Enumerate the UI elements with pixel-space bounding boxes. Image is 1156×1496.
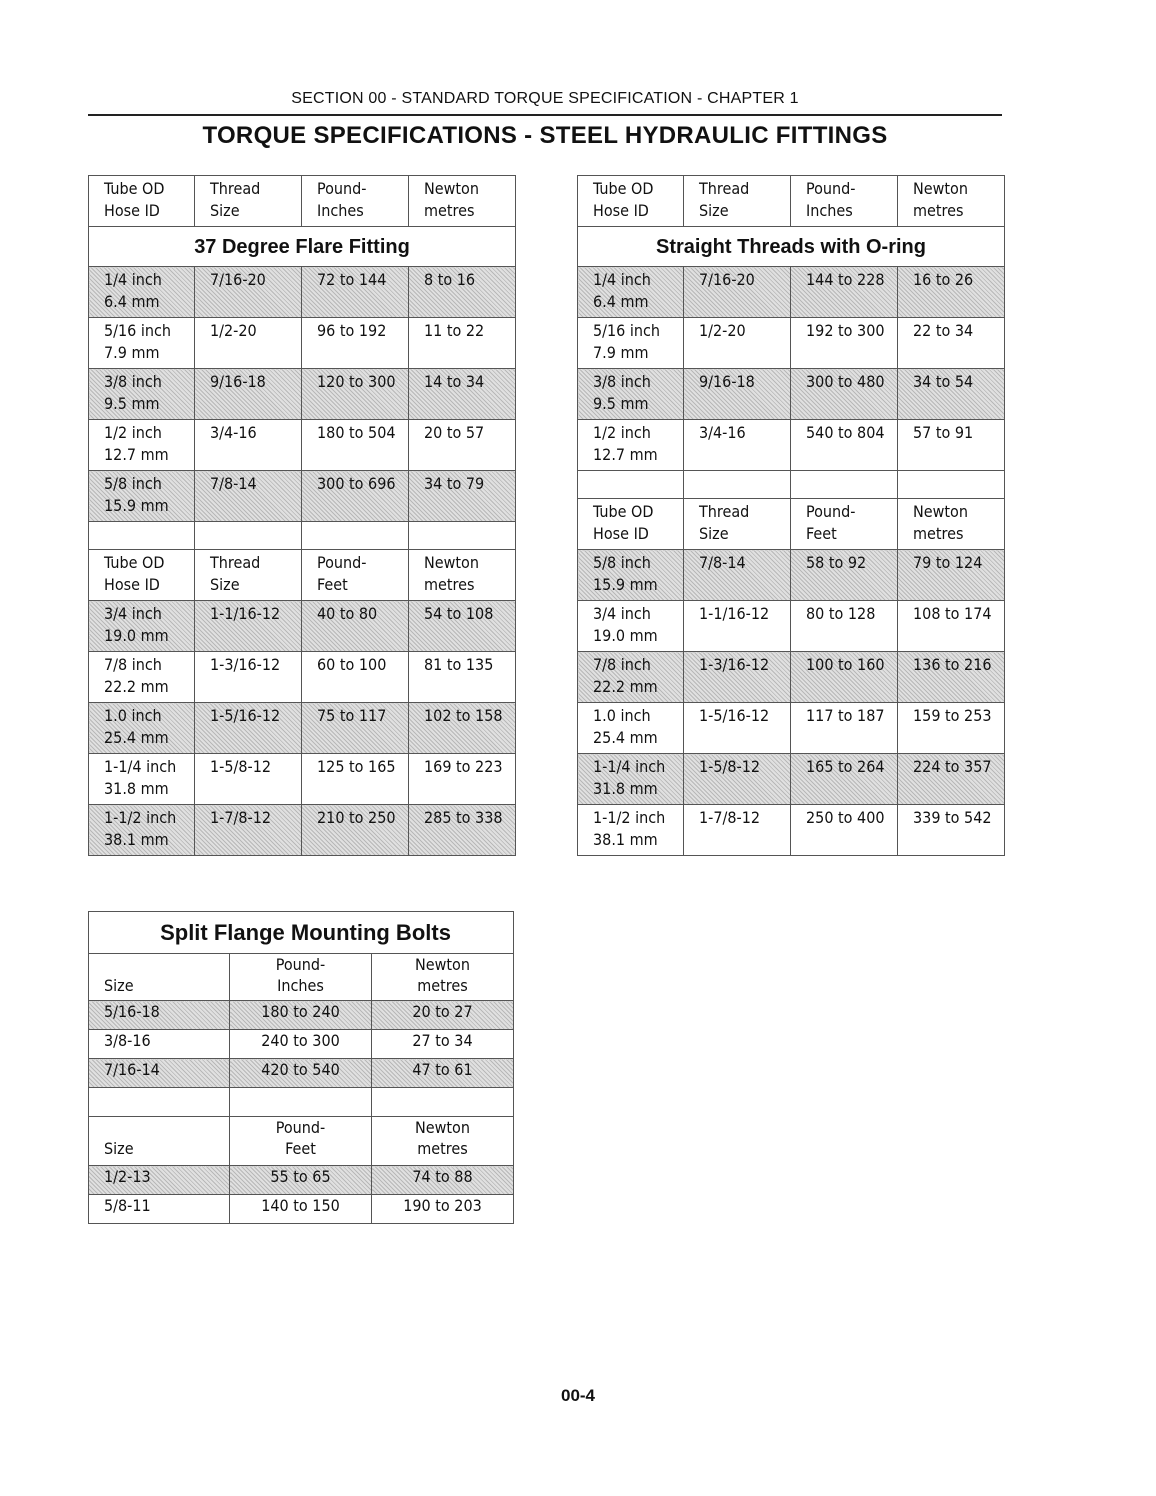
table-cell: 210 to 250 [302,805,409,856]
table-cell: 22 to 34 [898,318,1005,369]
table-cell: 14 to 34 [409,369,516,420]
table-section-title: Straight Threads with O-ring [578,227,1005,267]
header-cell: Pound- Inches [791,176,898,227]
table-cell: 7/16-20 [195,267,302,318]
table-cell: 5/16 inch 7.9 mm [89,318,195,369]
table-row [89,1059,514,1088]
table-cell: 120 to 300 [302,369,409,420]
table-cell: 1/4 inch 6.4 mm [578,267,684,318]
table-cell: 190 to 203 [372,1195,514,1224]
table-cell: 5/16 inch 7.9 mm [578,318,684,369]
table-cell: 1/4 inch 6.4 mm [89,267,195,318]
table-row [89,805,516,856]
table-cell: 40 to 80 [302,601,409,652]
table-cell: 20 to 27 [372,1001,514,1030]
table-cell: 1-1/16-12 [684,601,791,652]
table-row [89,420,516,471]
table-cell: 3/4-16 [684,420,791,471]
table-cell: 159 to 253 [898,703,1005,754]
table-cell: 140 to 150 [230,1195,372,1224]
header-cell: Thread Size [195,550,302,601]
table-cell: 250 to 400 [791,805,898,856]
table-cell: 300 to 696 [302,471,409,522]
table-cell: 3/8 inch 9.5 mm [578,369,684,420]
table-row [89,601,516,652]
table-cell: 180 to 240 [230,1001,372,1030]
spacer-row [89,522,516,550]
section-header: SECTION 00 - STANDARD TORQUE SPECIFICATION - CHAPTER 1 [291,90,799,107]
table-cell: 180 to 504 [302,420,409,471]
table-header-row [89,550,516,601]
table-cell: 1-5/16-12 [195,703,302,754]
header-cell: Pound- Inches [302,176,409,227]
header-cell: Thread Size [684,499,791,550]
table-cell: 7/16-20 [684,267,791,318]
table-header-row [578,499,1005,550]
table-cell: 27 to 34 [372,1030,514,1059]
header-cell: Thread Size [195,176,302,227]
table-cell: 540 to 804 [791,420,898,471]
table-cell: 224 to 357 [898,754,1005,805]
table-cell: 165 to 264 [791,754,898,805]
page-number: 00-4 [560,1386,596,1405]
table-cell: 1/2 inch 12.7 mm [89,420,195,471]
table-cell: 1-1/2 inch 38.1 mm [578,805,684,856]
table-cell: 420 to 540 [230,1059,372,1088]
table-cell: 74 to 88 [372,1166,514,1195]
table-cell: 80 to 128 [791,601,898,652]
table-cell: 1/2-20 [684,318,791,369]
table-cell: 1-1/4 inch 31.8 mm [89,754,195,805]
table-row [89,1001,514,1030]
table-cell: 34 to 54 [898,369,1005,420]
table-cell: 81 to 135 [409,652,516,703]
table-row [89,1030,514,1059]
table-cell: 3/8-16 [89,1030,230,1059]
header-cell: Newton metres [409,550,516,601]
table-cell: 1-5/8-12 [195,754,302,805]
table-cell: 7/8 inch 22.2 mm [89,652,195,703]
header-cell: Pound- Feet [302,550,409,601]
table-cell: 3/4-16 [195,420,302,471]
table-cell: 20 to 57 [409,420,516,471]
header-cell: Tube OD Hose ID [89,176,195,227]
header-cell: Pound- Inches [230,954,372,1001]
table-cell: 102 to 158 [409,703,516,754]
header-cell: Tube OD Hose ID [578,176,684,227]
table-cell: 1.0 inch 25.4 mm [89,703,195,754]
table-cell: 1-1/2 inch 38.1 mm [89,805,195,856]
table-row [578,703,1005,754]
table-cell: 55 to 65 [230,1166,372,1195]
table-cell: 47 to 61 [372,1059,514,1088]
table-cell: 300 to 480 [791,369,898,420]
table-row [89,267,516,318]
header-cell: Thread Size [684,176,791,227]
table-row [89,1166,514,1195]
table-cell: 9/16-18 [195,369,302,420]
table-cell: 136 to 216 [898,652,1005,703]
table-cell: 5/16-18 [89,1001,230,1030]
table-row [578,601,1005,652]
table-cell: 3/4 inch 19.0 mm [578,601,684,652]
table-cell: 58 to 92 [791,550,898,601]
table-cell: 240 to 300 [230,1030,372,1059]
header-cell: Newton metres [409,176,516,227]
table-section-title: Split Flange Mounting Bolts [89,912,514,954]
table-row [578,652,1005,703]
table-cell: 192 to 300 [791,318,898,369]
table-cell: 1/2-20 [195,318,302,369]
table-cell: 60 to 100 [302,652,409,703]
table-cell: 1-7/8-12 [684,805,791,856]
table-cell: 1-3/16-12 [195,652,302,703]
table-cell: 75 to 117 [302,703,409,754]
table-row [578,420,1005,471]
table-section-title: 37 Degree Flare Fitting [89,227,516,267]
table-cell: 79 to 124 [898,550,1005,601]
table-cell: 1/2 inch 12.7 mm [578,420,684,471]
table-cell: 5/8 inch 15.9 mm [89,471,195,522]
table-cell: 1-7/8-12 [195,805,302,856]
table-cell: 144 to 228 [791,267,898,318]
table-cell: 72 to 144 [302,267,409,318]
page-title: TORQUE SPECIFICATIONS - STEEL HYDRAULIC FITTINGS [202,122,888,149]
header-cell: Newton metres [372,1117,514,1166]
table-cell: 169 to 223 [409,754,516,805]
table-cell: 34 to 79 [409,471,516,522]
table-row [89,471,516,522]
table-cell: 16 to 26 [898,267,1005,318]
table-cell: 285 to 338 [409,805,516,856]
header-cell: Pound- Feet [230,1117,372,1166]
table-row [578,754,1005,805]
table-header-row [89,1117,514,1166]
oring-fitting-table [577,175,1005,856]
table-cell: 3/4 inch 19.0 mm [89,601,195,652]
header-cell: Newton metres [372,954,514,1001]
table-row [578,805,1005,856]
table-cell: 1-5/16-12 [684,703,791,754]
table-cell: 96 to 192 [302,318,409,369]
header-cell: Pound- Feet [791,499,898,550]
header-cell: Size [89,954,230,1001]
table-cell: 1/2-13 [89,1166,230,1195]
table-header-row [89,176,516,227]
table-row [89,369,516,420]
header-cell: Newton metres [898,499,1005,550]
table-cell: 54 to 108 [409,601,516,652]
table-row [578,369,1005,420]
table-cell: 117 to 187 [791,703,898,754]
table-row [89,1195,514,1224]
table-row [89,318,516,369]
table-cell: 108 to 174 [898,601,1005,652]
table-cell: 125 to 165 [302,754,409,805]
header-rule [88,114,1002,116]
table-cell: 3/8 inch 9.5 mm [89,369,195,420]
table-header-row [89,954,514,1001]
header-cell: Tube OD Hose ID [578,499,684,550]
table-cell: 8 to 16 [409,267,516,318]
header-cell: Newton metres [898,176,1005,227]
table-cell: 7/8 inch 22.2 mm [578,652,684,703]
table-cell: 339 to 542 [898,805,1005,856]
header-cell: Tube OD Hose ID [89,550,195,601]
split-flange-table [88,911,514,1224]
table-header-row [578,176,1005,227]
table-row [578,318,1005,369]
table-row [89,703,516,754]
table-cell: 1-5/8-12 [684,754,791,805]
table-cell: 9/16-18 [684,369,791,420]
table-cell: 7/8-14 [195,471,302,522]
spacer-row [89,1088,514,1117]
table-row [89,652,516,703]
table-cell: 100 to 160 [791,652,898,703]
table-cell: 1-1/4 inch 31.8 mm [578,754,684,805]
table-cell: 7/8-14 [684,550,791,601]
table-cell: 1.0 inch 25.4 mm [578,703,684,754]
table-cell: 57 to 91 [898,420,1005,471]
table-row [578,550,1005,601]
table-row [89,754,516,805]
spacer-row [578,471,1005,499]
flare-fitting-table [88,175,516,856]
table-cell: 1-3/16-12 [684,652,791,703]
table-cell: 5/8-11 [89,1195,230,1224]
table-cell: 11 to 22 [409,318,516,369]
table-cell: 5/8 inch 15.9 mm [578,550,684,601]
table-cell: 1-1/16-12 [195,601,302,652]
header-cell: Size [89,1117,230,1166]
table-row [578,267,1005,318]
table-cell: 7/16-14 [89,1059,230,1088]
